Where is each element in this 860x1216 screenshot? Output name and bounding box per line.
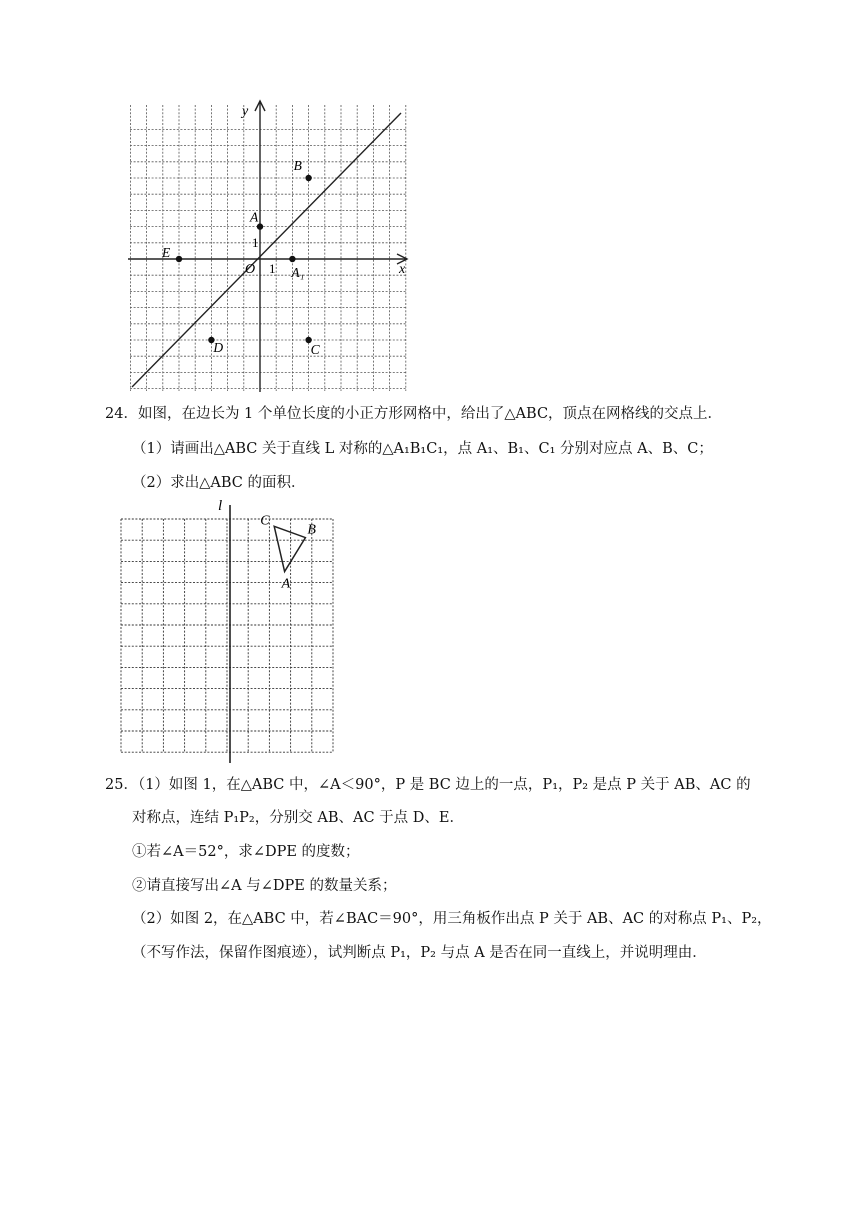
q25-line1: 25．（1）如图 1，在△ABC 中，∠A＜90°，P 是 BC 边上的一点，P₁，P₂ 是点 P 关于 AB、AC 的 (105, 777, 751, 793)
q25-line6: （不写作法，保留作图痕迹），试判断点 P₁，P₂ 与点 A 是否在同一直线上，并说明理由． (132, 945, 707, 961)
grid-lines (121, 519, 333, 752)
point-label: B (293, 158, 302, 173)
vertex-label: A (281, 576, 291, 592)
triangle-grid-figure (115, 497, 345, 765)
point-E (176, 256, 182, 262)
y-unit-label: 1 (252, 235, 259, 250)
q25-line2: 对称点，连结 P₁P₂，分别交 AB、AC 于点 D、E． (132, 810, 464, 826)
q25-line4: ②请直接写出∠A 与∠DPE 的数量关系； (132, 878, 397, 894)
line-label-l: l (218, 498, 223, 514)
origin-label: O (245, 262, 256, 277)
coordinate-grid-figure (120, 95, 420, 400)
point-B (305, 175, 311, 181)
point-label: A (250, 209, 259, 225)
vertex-label: B (307, 522, 316, 538)
point-label: A₁ (291, 265, 305, 280)
q25-line3: ①若∠A＝52°，求∠DPE 的度数； (132, 844, 360, 860)
y-axis-label: y (242, 104, 249, 119)
point-label: C (310, 342, 320, 357)
vertex-label: C (260, 513, 270, 529)
q24-part1: （1）请画出△ABC 关于直线 L 对称的△A₁B₁C₁，点 A₁、B₁、C₁ 分别对应点 A、B、C； (132, 441, 713, 457)
diagonal-line (132, 113, 401, 387)
q25-line5: （2）如图 2，在△ABC 中，若∠BAC＝90°，用三角板作出点 P 关于 AB、AC 的对称点 P₁、P₂， (132, 911, 772, 927)
x-axis-label: x (399, 262, 406, 277)
x-unit-label: 1 (269, 261, 276, 276)
point-markers (161, 158, 321, 357)
point-label: E (162, 245, 171, 260)
triangle-outline (274, 526, 305, 571)
point-A₁ (289, 256, 295, 262)
q24-stem: 24．如图，在边长为 1 个单位长度的小正方形网格中，给出了△ABC，顶点在网格线的交点上． (105, 406, 723, 422)
triangle-abc (260, 513, 316, 591)
point-label: D (213, 340, 224, 355)
q24-part2: （2）求出△ABC 的面积． (132, 475, 306, 491)
